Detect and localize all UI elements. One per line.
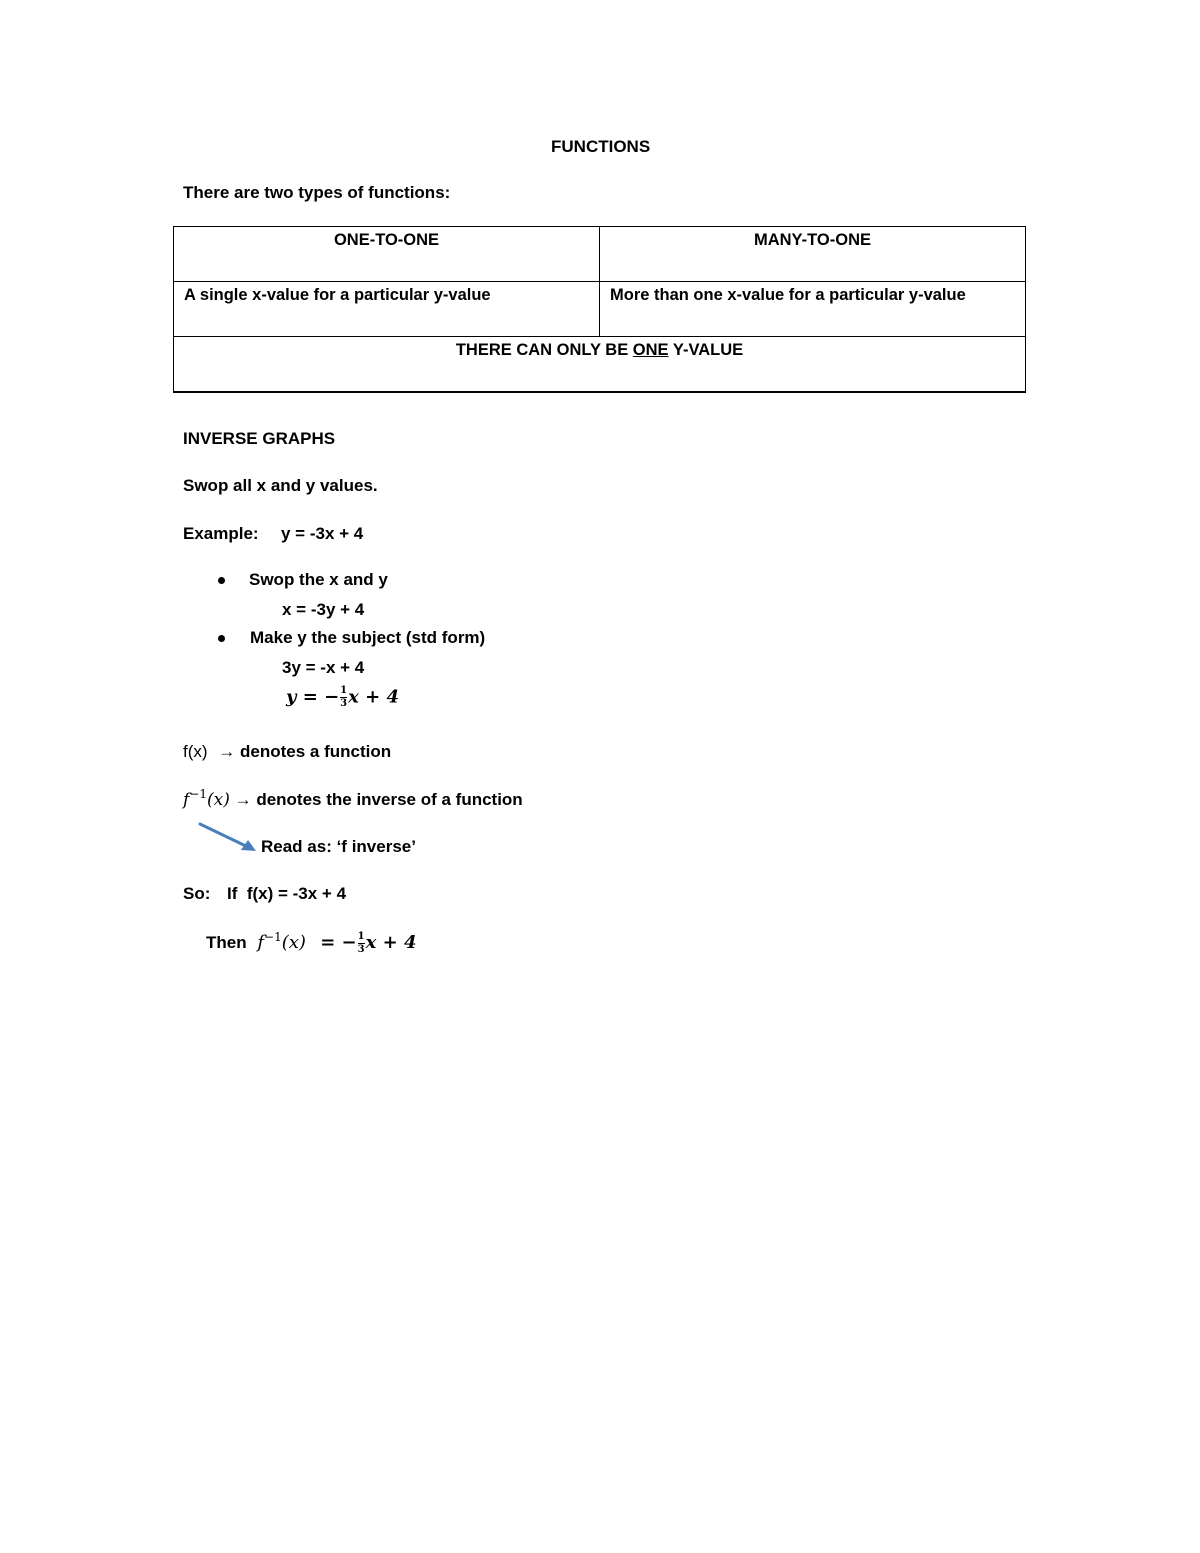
example-label: Example: — [183, 524, 259, 543]
then-lhs-sup: −1 — [264, 930, 282, 944]
finv-base: f — [183, 790, 190, 810]
function-types-table — [173, 226, 1026, 393]
eq2-rhs: x + 4 — [348, 686, 399, 708]
then-equals: = − — [313, 932, 357, 953]
fraction-denominator: 3 — [340, 698, 348, 709]
table-row — [174, 337, 1026, 393]
finv-description: → denotes the inverse of a function — [234, 790, 523, 809]
then-label: Then — [206, 933, 247, 952]
desc-many-to-one: More than one x-value for a particular y-value — [600, 282, 1026, 337]
example-equation: y = -3x + 4 — [281, 524, 364, 543]
then-lhs-base: f — [257, 932, 265, 953]
step2-equation-2 — [286, 686, 399, 709]
then-fraction-denominator: 3 — [357, 944, 365, 956]
page-title: FUNCTIONS — [551, 137, 651, 156]
eq2-lhs: y = − — [286, 686, 340, 708]
header-many-to-one: MANY-TO-ONE — [600, 227, 1026, 282]
bullet-icon — [218, 577, 225, 584]
desc-one-to-one: A single x-value for a particular y-value — [174, 282, 600, 337]
then-statement — [206, 930, 416, 955]
header-one-to-one: ONE-TO-ONE — [174, 227, 600, 282]
so-label: So: — [183, 884, 211, 903]
pointer-arrow-icon — [196, 820, 262, 858]
finv-arg: (x) — [207, 790, 230, 810]
step1-equation: x = -3y + 4 — [282, 600, 365, 619]
footer-text-after: Y-VALUE — [668, 341, 744, 359]
then-rhs: x + 4 — [365, 932, 417, 953]
step2-equation-1: 3y = -x + 4 — [282, 658, 365, 677]
if-statement: If f(x) = -3x + 4 — [227, 884, 347, 903]
finv-sup: −1 — [189, 787, 207, 801]
fx-description: → denotes a function — [218, 742, 392, 761]
fx-notation — [183, 742, 391, 762]
table-row — [174, 227, 1026, 282]
finv-symbol — [183, 787, 230, 810]
fx-symbol: f(x) — [183, 742, 208, 761]
then-fraction — [358, 932, 365, 955]
footer-cell — [174, 337, 1026, 393]
then-lhs — [257, 932, 306, 953]
inverse-heading: INVERSE GRAPHS — [183, 429, 336, 448]
fraction-numerator: 1 — [340, 685, 348, 696]
finv-notation — [183, 787, 523, 810]
inverse-rule: Swop all x and y values. — [183, 476, 378, 495]
then-fraction-numerator: 1 — [357, 931, 365, 943]
table-row — [174, 282, 1026, 337]
fraction — [340, 686, 347, 709]
step1-label: Swop the x and y — [249, 570, 388, 589]
step2-label: Make y the subject (std form) — [250, 628, 486, 647]
read-as-text: Read as: ‘f inverse’ — [261, 837, 416, 856]
bullet-icon — [218, 635, 225, 642]
footer-emphasis: ONE — [632, 341, 669, 359]
intro-text: There are two types of functions: — [183, 183, 451, 202]
then-lhs-arg: (x) — [281, 932, 306, 953]
footer-text-before: THERE CAN ONLY BE — [455, 341, 633, 359]
